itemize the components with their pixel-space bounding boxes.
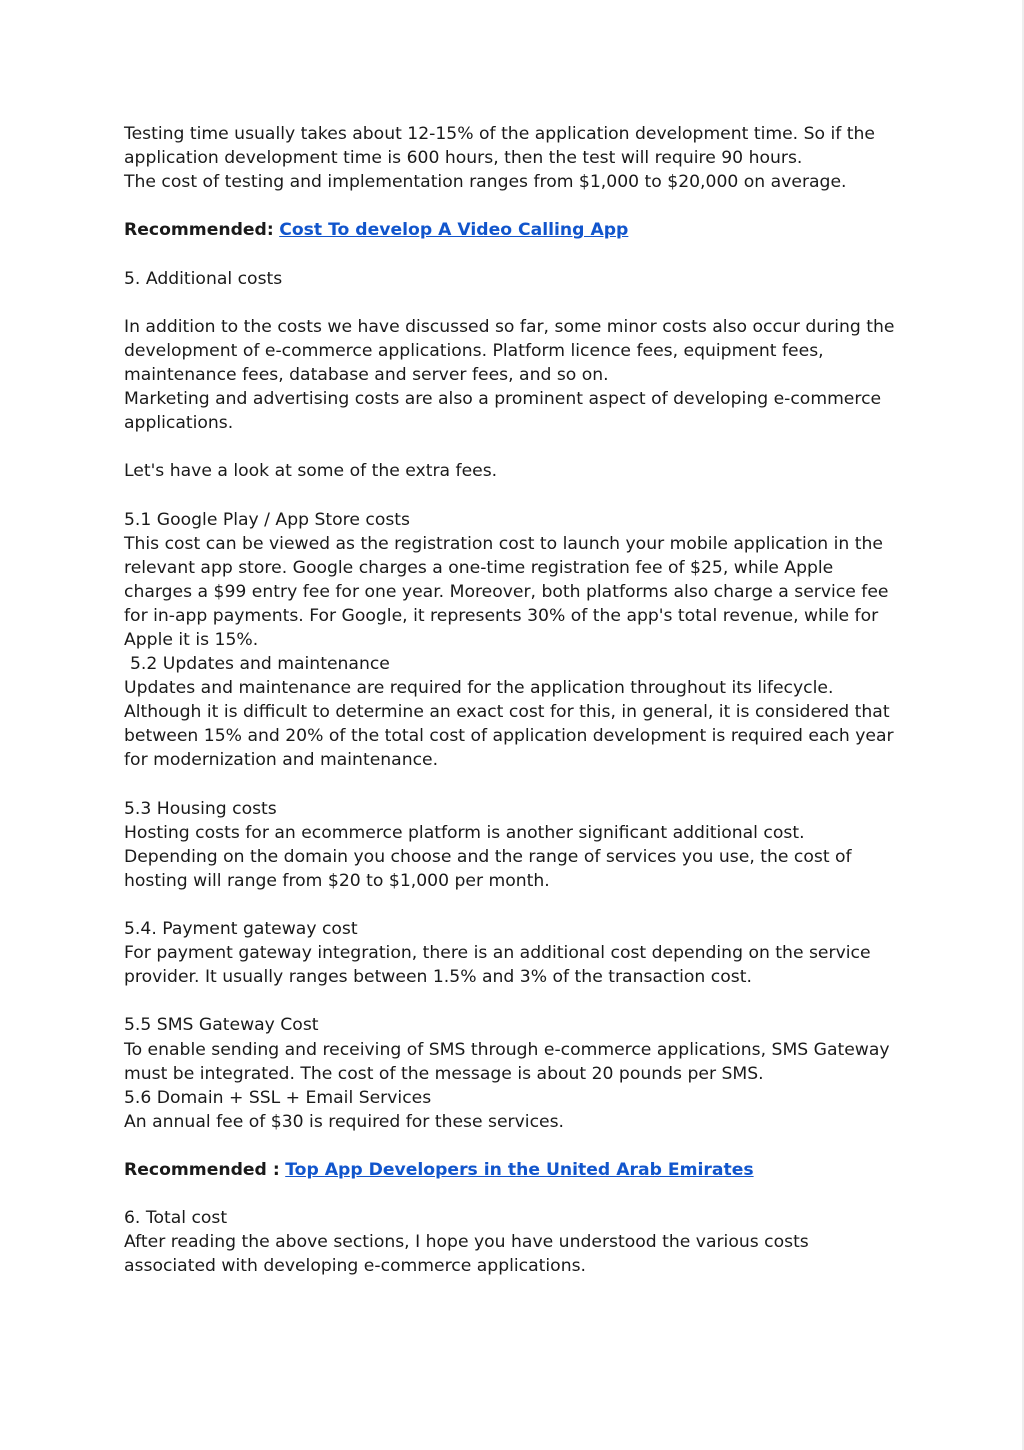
subsection-heading-updates-maintenance: 5.2 Updates and maintenance <box>130 654 390 675</box>
spacer <box>124 1182 914 1206</box>
spacer <box>124 435 914 459</box>
subsection-heading-domain-ssl-email: 5.6 Domain + SSL + Email Services <box>124 1087 432 1108</box>
intro-line-3: The cost of testing and implementation ranges from $1,000 to $20,000 on average. <box>124 172 847 193</box>
spacer <box>124 989 914 1013</box>
subsection-heading-payment-gateway: 5.4. Payment gateway cost <box>124 919 358 940</box>
document-body <box>124 122 914 1279</box>
spacer <box>124 242 914 266</box>
recommended-label: Recommended: <box>124 220 274 241</box>
paragraph-line: To enable sending and receiving of SMS through e-commerce applications, SMS Gateway <box>124 1039 890 1060</box>
intro-line-2: application development time is 600 hours, then the test will require 90 hours. <box>124 148 803 169</box>
video-calling-app-link[interactable]: Cost To develop A Video Calling App <box>279 220 629 241</box>
section-heading-total-cost: 6. Total cost <box>124 1208 228 1229</box>
paragraph-line: This cost can be viewed as the registration cost to launch your mobile application in the <box>124 533 883 554</box>
subsection-heading-app-store-costs: 5.1 Google Play / App Store costs <box>124 509 410 530</box>
recommended-video-calling <box>124 218 914 242</box>
paragraph-line: Apple it is 15%. <box>124 629 259 650</box>
paragraph-line: associated with developing e-commerce applications. <box>124 1256 587 1277</box>
top-app-developers-uae-link[interactable]: Top App Developers in the United Arab Emirates <box>285 1160 754 1181</box>
paragraph-line: Although it is difficult to determine an exact cost for this, in general, it is considered that <box>124 702 890 723</box>
paragraph-line: must be integrated. The cost of the message is about 20 pounds per SMS. <box>124 1063 764 1084</box>
paragraph-line: relevant app store. Google charges a one-time registration fee of $25, while Apple <box>124 557 834 578</box>
paragraph-line: maintenance fees, database and server fees, and so on. <box>124 364 609 385</box>
spacer <box>124 893 914 917</box>
paragraph-line: For payment gateway integration, there is an additional cost depending on the service <box>124 943 871 964</box>
paragraph-line: applications. <box>124 413 234 434</box>
intro-line-1: Testing time usually takes about 12-15% of the application development time. So if the <box>124 124 875 144</box>
paragraph-line: In addition to the costs we have discussed so far, some minor costs also occur during the <box>124 316 895 337</box>
paragraph-line: provider. It usually ranges between 1.5% and 3% of the transaction cost. <box>124 967 752 988</box>
spacer <box>124 194 914 218</box>
subsection-heading-housing-costs: 5.3 Housing costs <box>124 798 277 819</box>
paragraph-line: for in-app payments. For Google, it represents 30% of the app's total revenue, while for <box>124 605 879 626</box>
section-heading-additional-costs: 5. Additional costs <box>124 268 283 289</box>
paragraph-line: between 15% and 20% of the total cost of application development is required each year <box>124 726 894 747</box>
spacer <box>124 773 914 797</box>
recommended-label: Recommended : <box>124 1160 280 1181</box>
paragraph-line: After reading the above sections, I hope you have understood the various costs <box>124 1232 809 1253</box>
paragraph-line: Let's have a look at some of the extra fees. <box>124 461 498 482</box>
recommended-top-developers <box>124 1158 914 1182</box>
spacer <box>124 1134 914 1158</box>
paragraph-line: An annual fee of $30 is required for these services. <box>124 1111 565 1132</box>
spacer <box>124 483 914 507</box>
paragraph-line: Updates and maintenance are required for the application throughout its lifecycle. <box>124 678 834 699</box>
paragraph-line: charges a $99 entry fee for one year. Moreover, both platforms also charge a service fee <box>124 581 889 602</box>
paragraph-line: Marketing and advertising costs are also a prominent aspect of developing e-commerce <box>124 389 882 410</box>
paragraph-line: Depending on the domain you choose and the range of services you use, the cost of <box>124 846 852 867</box>
paragraph-line: hosting will range from $20 to $1,000 per month. <box>124 870 550 891</box>
paragraph-line: development of e-commerce applications. Platform licence fees, equipment fees, <box>124 340 824 361</box>
paragraph-line: Hosting costs for an ecommerce platform is another significant additional cost. <box>124 822 805 843</box>
paragraph-line: for modernization and maintenance. <box>124 750 439 771</box>
subsection-heading-sms-gateway: 5.5 SMS Gateway Cost <box>124 1015 319 1036</box>
spacer <box>124 291 914 315</box>
